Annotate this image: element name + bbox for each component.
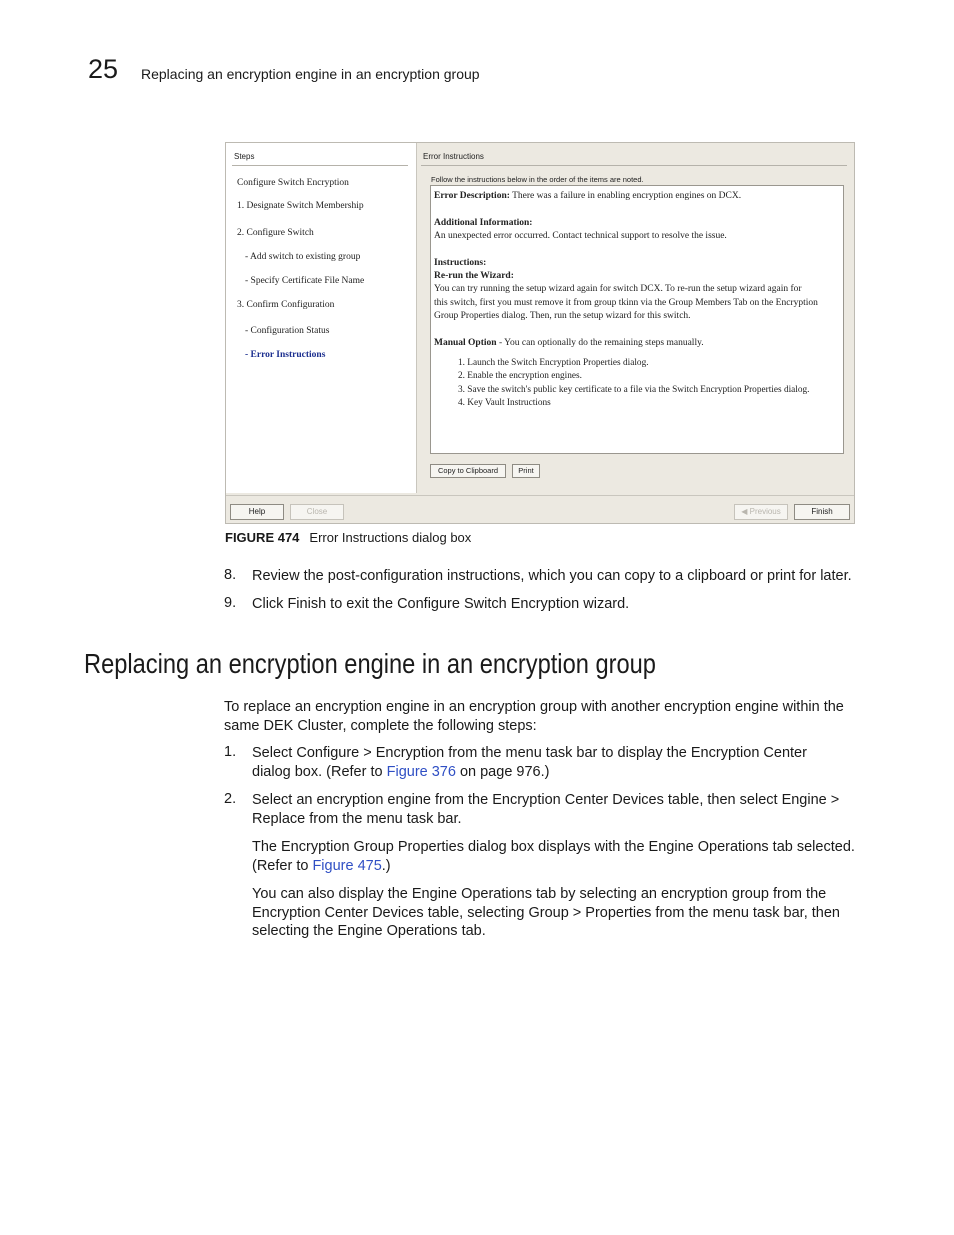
- ui-term: Engine Operations: [411, 886, 532, 902]
- step-item[interactable]: - Specify Certificate File Name: [245, 276, 365, 286]
- panel-divider: [421, 165, 847, 166]
- panel-title: Error Instructions: [423, 152, 484, 161]
- error-instructions-box[interactable]: [430, 185, 844, 454]
- steps-title: Steps: [234, 152, 255, 161]
- paragraph: [252, 885, 864, 941]
- step-text: [252, 791, 864, 828]
- figure-caption-text: Error Instructions dialog box: [309, 530, 472, 545]
- text-run: from the menu task bar, then: [651, 904, 840, 921]
- step-item[interactable]: - Add switch to existing group: [245, 252, 361, 262]
- ui-term: Encryption Center Devices: [492, 792, 664, 808]
- ui-term: Encryption Center: [690, 745, 807, 761]
- print-button[interactable]: Print: [512, 464, 540, 478]
- copy-to-clipboard-button[interactable]: Copy to Clipboard: [430, 464, 506, 478]
- text-run: selecting the: [252, 923, 338, 939]
- previous-button[interactable]: [734, 504, 788, 520]
- text-run: wizard.: [579, 596, 630, 612]
- step-item-active[interactable]: - Error Instructions: [245, 350, 326, 360]
- follow-text: Follow the instructions below in the order of the items are noted.: [431, 175, 644, 184]
- additional-info-label: Additional Information:: [434, 218, 533, 228]
- manual-step: 3. Save the switch's public key certificate to a file via the Switch Encryption Properties dialog.: [458, 385, 810, 395]
- text-run: Select an encryption engine from the: [252, 792, 493, 808]
- error-description: [434, 191, 741, 201]
- step-number: 2.: [224, 791, 237, 807]
- steps-panel: [226, 143, 417, 493]
- text-run: (Refer to: [252, 857, 313, 874]
- rerun-label: Re-run the Wizard:: [434, 271, 514, 281]
- text-line: [252, 857, 864, 876]
- text-run: on page 976.): [455, 763, 550, 780]
- text-line: [252, 885, 864, 904]
- manual-option-text: - You can optionally do the remaining steps manually.: [496, 338, 704, 348]
- error-description-label: Error Description:: [434, 191, 510, 201]
- ui-term: Configure > Encryption: [296, 745, 445, 761]
- manual-option: [434, 338, 704, 348]
- text-run: dialog box. (Refer to: [252, 763, 387, 780]
- text-run: to exit the: [326, 596, 398, 612]
- additional-info-text: An unexpected error occurred. Contact technical support to resolve the issue.: [434, 231, 727, 241]
- chapter-number: 25: [88, 54, 119, 84]
- ui-term: Finish: [287, 596, 327, 612]
- text-run: tab by selecting an encryption group from the: [532, 886, 827, 902]
- text-line: [252, 791, 864, 810]
- figure-label: FIGURE 474: [225, 530, 300, 545]
- text-run: table, then select: [663, 792, 782, 808]
- step-item[interactable]: 3. Confirm Configuration: [237, 300, 335, 310]
- figure-475-link[interactable]: Figure 475: [312, 857, 382, 874]
- manual-option-label: Manual Option: [434, 338, 497, 348]
- text-line: [252, 904, 864, 923]
- ui-term: Configure Switch Encryption: [397, 596, 580, 612]
- text-run: You can also display the: [252, 886, 412, 902]
- ui-term: Engine >: [781, 792, 840, 808]
- steps-divider: [232, 165, 408, 166]
- error-description-text: There was a failure in enabling encryption engines on DCX.: [509, 191, 742, 201]
- ui-term: Engine Operations: [648, 839, 769, 855]
- text-run: from the menu task bar.: [305, 810, 462, 827]
- rerun-line: this switch, first you must remove it from group tkinn via the Group Members Tab on the Encryption: [434, 298, 818, 308]
- step-item[interactable]: 1. Designate Switch Membership: [237, 201, 364, 211]
- text-run: dialog box displays with the: [463, 839, 649, 855]
- step-text: [252, 744, 864, 781]
- ui-term: Encryption Center Devices: [252, 904, 424, 921]
- finish-button[interactable]: Finish: [794, 504, 850, 520]
- text-run: Select: [252, 745, 297, 761]
- step-text: [252, 595, 629, 614]
- figure-caption: [225, 530, 471, 545]
- manual-step: 1. Launch the Switch Encryption Properties dialog.: [458, 358, 649, 368]
- rerun-line: You can try running the setup wizard again for switch DCX. To re-run the setup wizard again for: [434, 284, 802, 294]
- text-run: Click: [252, 596, 288, 612]
- text-line: [252, 810, 864, 829]
- step-item[interactable]: - Configuration Status: [245, 326, 330, 336]
- close-button[interactable]: Close: [290, 504, 344, 520]
- text-run: tab.: [457, 923, 486, 939]
- step-number: 8.: [224, 567, 237, 583]
- figure-376-link[interactable]: Figure 376: [386, 763, 456, 780]
- ui-term: Encryption Group Properties: [281, 839, 464, 855]
- step-number: 1.: [224, 744, 237, 760]
- help-button[interactable]: Help: [230, 504, 284, 520]
- text-line: [252, 838, 864, 857]
- instructions-label: Instructions:: [434, 258, 487, 268]
- text-run: .): [381, 857, 391, 874]
- text-run: from the menu task bar to display the: [444, 745, 691, 761]
- ui-term: Replace: [252, 810, 306, 827]
- text-run: tab selected.: [768, 839, 855, 855]
- text-line: [252, 744, 864, 763]
- text-run: table, selecting: [423, 904, 529, 921]
- paragraph: [252, 838, 864, 875]
- ui-term: Group > Properties: [528, 904, 652, 921]
- rerun-line: Group Properties dialog. Then, run the setup wizard for this switch.: [434, 311, 691, 321]
- text-run: The: [252, 839, 282, 855]
- footer-divider: [226, 495, 854, 496]
- text-line: [252, 763, 864, 782]
- intro-paragraph: To replace an encryption engine in an encryption group with another encryption engine within the same DEK Cluster, complete the following steps:: [224, 699, 844, 734]
- text-line: [252, 922, 864, 941]
- step-text: Review the post-configuration instructions, which you can copy to a clipboard or print for later.: [252, 568, 852, 584]
- step-number: 9.: [224, 595, 237, 611]
- chapter-title: Replacing an encryption engine in an encryption group: [141, 66, 480, 82]
- error-instructions-dialog: [225, 142, 855, 524]
- manual-step: 4. Key Vault Instructions: [458, 398, 551, 408]
- step-item[interactable]: 2. Configure Switch: [237, 228, 314, 238]
- previous-arrow-icon: ◀: [741, 507, 750, 516]
- ui-term: Engine Operations: [337, 923, 458, 939]
- manual-step: 2. Enable the encryption engines.: [458, 371, 582, 381]
- step-item[interactable]: Configure Switch Encryption: [237, 178, 349, 188]
- previous-label: Previous: [749, 507, 781, 516]
- section-heading: Replacing an encryption engine in an encryption group: [84, 648, 656, 679]
